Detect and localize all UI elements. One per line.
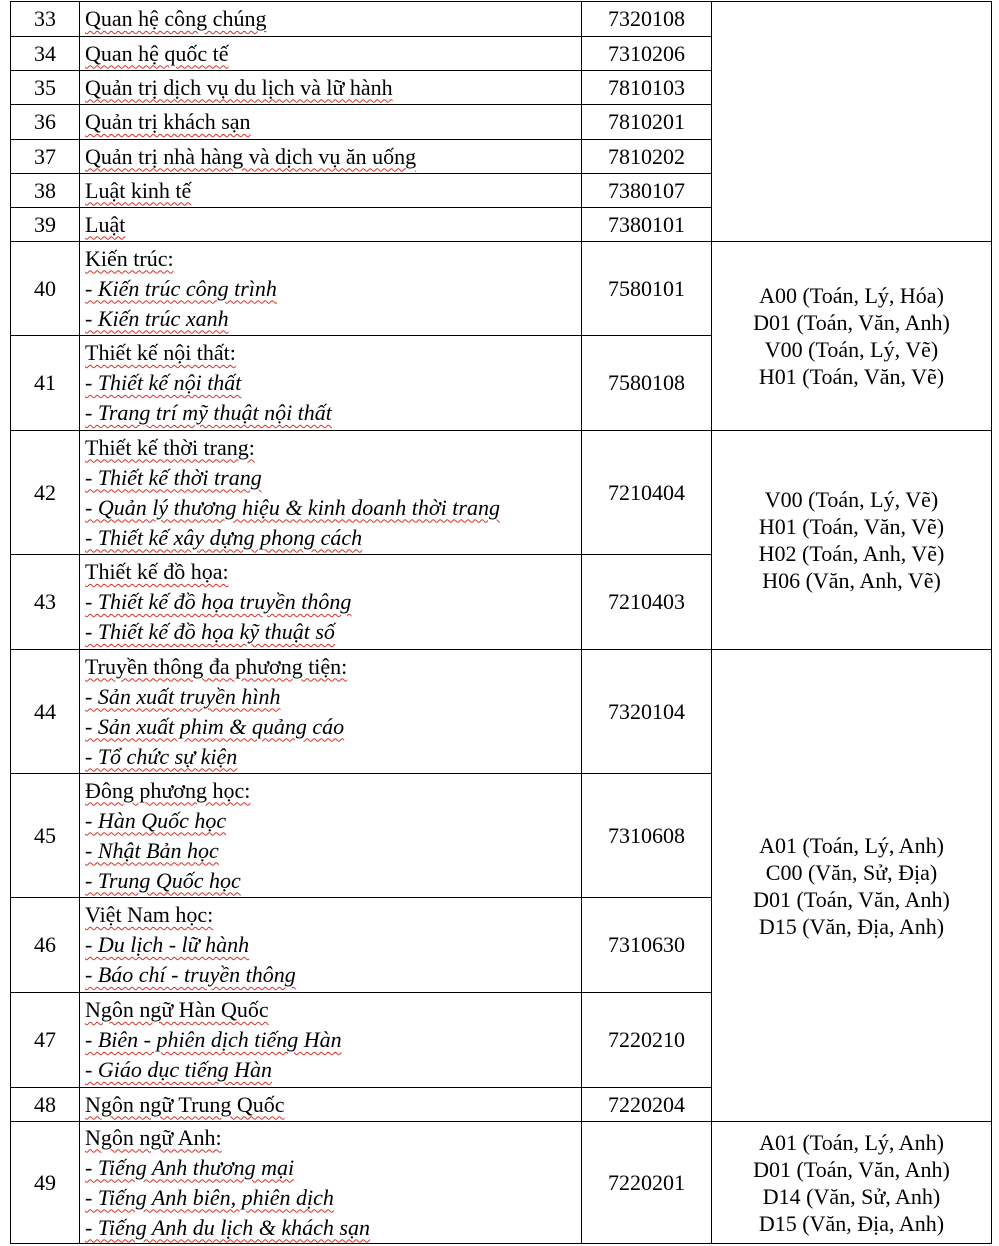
sub-major: - Nhật Bản học xyxy=(85,837,219,863)
row-number: 37 xyxy=(11,140,80,174)
sub-major: - Thiết kế thời trang xyxy=(85,464,262,490)
sub-major: - Thiết kế xây dựng phong cách xyxy=(85,524,363,550)
major-title: Quan hệ công chúng xyxy=(85,6,267,31)
combo-item: A00 (Toán, Lý, Hóa) xyxy=(759,283,944,308)
major-name xyxy=(80,431,582,555)
combo-item: A01 (Toán, Lý, Anh) xyxy=(759,1129,944,1155)
major-code: 7220204 xyxy=(582,1088,712,1122)
row-number: 49 xyxy=(11,1122,80,1244)
major-code: 7320108 xyxy=(582,2,712,37)
sub-major: - Kiến trúc xanh xyxy=(85,305,229,331)
row-number: 48 xyxy=(11,1088,80,1122)
combo-item: D01 (Toán, Văn, Anh) xyxy=(753,310,950,335)
majors-table xyxy=(10,1,992,1244)
major-code: 7580108 xyxy=(582,336,712,431)
sub-major: - Tổ chức sự kiện xyxy=(85,743,238,769)
major-name xyxy=(80,1088,582,1122)
row-number: 41 xyxy=(11,336,80,431)
major-name xyxy=(80,174,582,208)
major-code: 7210404 xyxy=(582,431,712,555)
combo-item: V00 (Toán, Lý, Vẽ) xyxy=(764,337,939,362)
major-title: Kiến trúc: xyxy=(85,245,174,271)
combo-item: H01 (Toán, Văn, Vẽ) xyxy=(758,364,945,389)
row-number: 45 xyxy=(11,774,80,898)
major-code: 7310608 xyxy=(582,774,712,898)
combo-item: D15 (Văn, Địa, Anh) xyxy=(758,1210,945,1236)
sub-major: - Tiếng Anh du lịch & khách sạn xyxy=(85,1214,370,1240)
combo-cell-english xyxy=(712,1122,992,1244)
major-title: Thiết kế đồ họa: xyxy=(85,559,229,584)
major-code: 7210403 xyxy=(582,555,712,650)
combo-item: C00 (Văn, Sử, Địa) xyxy=(765,859,938,885)
combo-cell-social xyxy=(712,650,992,1122)
major-name xyxy=(80,774,582,898)
sub-major: - Trang trí mỹ thuật nội thất xyxy=(85,400,332,425)
major-code: 7810103 xyxy=(582,71,712,105)
row-number: 36 xyxy=(11,105,80,140)
major-name xyxy=(80,140,582,174)
major-code: 7810202 xyxy=(582,140,712,174)
table-row xyxy=(11,242,992,336)
major-name xyxy=(80,208,582,242)
major-name xyxy=(80,37,582,71)
major-name xyxy=(80,650,582,774)
row-number: 42 xyxy=(11,431,80,555)
major-code: 7380101 xyxy=(582,208,712,242)
sub-major: - Tiếng Anh thương mại xyxy=(85,1154,295,1180)
major-name xyxy=(80,242,582,336)
sub-major: - Kiến trúc công trình xyxy=(85,275,277,301)
sub-major: - Thiết kế nội thất xyxy=(85,370,242,395)
row-number: 44 xyxy=(11,650,80,774)
combo-cell-design xyxy=(712,431,992,650)
combo-item: D01 (Toán, Văn, Anh) xyxy=(753,886,950,912)
row-number: 46 xyxy=(11,898,80,993)
major-code: 7310206 xyxy=(582,37,712,71)
combo-cell-architecture xyxy=(712,242,992,431)
major-title: Thiết kế nội thất: xyxy=(85,340,236,365)
sub-major: - Biên - phiên dịch tiếng Hàn xyxy=(85,1027,342,1052)
major-name xyxy=(80,71,582,105)
major-title: Quản trị nhà hàng và dịch vụ ăn uống xyxy=(85,143,417,169)
row-number: 39 xyxy=(11,208,80,242)
combo-item: H06 (Văn, Anh, Vẽ) xyxy=(762,568,941,593)
sub-major: - Trung Quốc học xyxy=(85,867,241,893)
major-title: Quản trị khách sạn xyxy=(85,109,251,134)
major-name xyxy=(80,898,582,993)
major-title: Ngôn ngữ Trung Quốc xyxy=(85,1091,285,1117)
major-name xyxy=(80,555,582,650)
sub-major: - Tiếng Anh biên, phiên dịch xyxy=(85,1184,334,1210)
sub-major: - Thiết kế đồ họa kỹ thuật số xyxy=(85,619,335,644)
major-code: 7380107 xyxy=(582,174,712,208)
sub-major: - Sản xuất phim & quảng cáo xyxy=(85,713,345,739)
major-title: Đông phương học: xyxy=(85,777,251,803)
row-number: 40 xyxy=(11,242,80,336)
row-number: 35 xyxy=(11,71,80,105)
sub-major: - Thiết kế đồ họa truyền thông xyxy=(85,589,352,614)
row-number: 34 xyxy=(11,37,80,71)
combo-item: D14 (Văn, Sử, Anh) xyxy=(762,1183,941,1209)
combo-item: V00 (Toán, Lý, Vẽ) xyxy=(764,487,939,512)
sub-major: - Quản lý thương hiệu & kinh doanh thời trang xyxy=(85,494,500,520)
major-code: 7580101 xyxy=(582,242,712,336)
major-name xyxy=(80,2,582,37)
major-code: 7310630 xyxy=(582,898,712,993)
major-name xyxy=(80,105,582,140)
sub-major: - Báo chí - truyền thông xyxy=(85,962,296,987)
major-code: 7220201 xyxy=(582,1122,712,1244)
major-name xyxy=(80,336,582,431)
major-title: Luật kinh tế xyxy=(85,177,192,203)
row-number: 38 xyxy=(11,174,80,208)
sub-major: - Sản xuất truyền hình xyxy=(85,683,281,709)
major-title: Ngôn ngữ Anh: xyxy=(85,1124,222,1150)
row-number: 47 xyxy=(11,993,80,1088)
table-row xyxy=(11,431,992,555)
row-number: 33 xyxy=(11,2,80,37)
major-title: Thiết kế thời trang: xyxy=(85,434,255,460)
sub-major: - Du lịch - lữ hành xyxy=(85,932,250,957)
major-name xyxy=(80,993,582,1088)
major-title: Quản trị dịch vụ du lịch và lữ hành xyxy=(85,74,393,100)
table-row xyxy=(11,650,992,774)
table-row xyxy=(11,1122,992,1244)
sub-major: - Giáo dục tiếng Hàn xyxy=(85,1057,272,1082)
major-title: Việt Nam học: xyxy=(85,902,214,927)
major-code: 7810201 xyxy=(582,105,712,140)
combo-item: A01 (Toán, Lý, Anh) xyxy=(759,832,944,858)
major-name xyxy=(80,1122,582,1244)
major-title: Ngôn ngữ Hàn Quốc xyxy=(85,997,269,1022)
row-number: 43 xyxy=(11,555,80,650)
combo-item: H01 (Toán, Văn, Vẽ) xyxy=(758,514,945,539)
major-title: Quan hệ quốc tế xyxy=(85,40,229,66)
major-code: 7320104 xyxy=(582,650,712,774)
combo-cell-empty xyxy=(712,2,992,242)
table-row xyxy=(11,2,992,37)
major-code: 7220210 xyxy=(582,993,712,1088)
sub-major: - Hàn Quốc học xyxy=(85,807,227,833)
major-title: Truyền thông đa phương tiện: xyxy=(85,653,348,679)
combo-item: D01 (Toán, Văn, Anh) xyxy=(753,1156,950,1182)
combo-item: H02 (Toán, Anh, Vẽ) xyxy=(758,541,945,566)
major-title: Luật xyxy=(85,211,126,237)
combo-item: D15 (Văn, Địa, Anh) xyxy=(758,913,945,939)
